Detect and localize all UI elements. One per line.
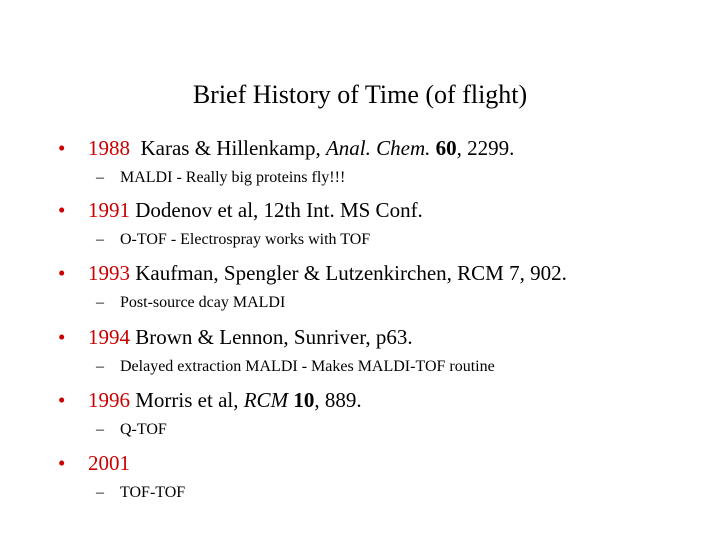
sub-item-text: TOF-TOF: [120, 484, 186, 501]
sub-item-1996: [96, 419, 167, 441]
bullet-item-1988: [58, 134, 514, 162]
sub-item-text: Delayed extraction MALDI - Makes MALDI-TOF routine: [120, 358, 495, 375]
sub-item-1988: [96, 167, 345, 189]
sub-item-1991: [96, 229, 370, 251]
bullet-citation-volume: 60: [435, 136, 457, 160]
bullet-dot: •: [58, 451, 66, 475]
bullet-text: Dodenov et al, 12th Int. MS Conf.: [135, 198, 423, 222]
bullet-item-1991: [58, 196, 423, 224]
dash: –: [96, 421, 104, 438]
bullet-text: Kaufman, Spengler & Lutzenkirchen, RCM 7, 902.: [135, 261, 567, 285]
bullet-year: 1996: [88, 388, 130, 412]
bullet-year: 1993: [88, 261, 130, 285]
slide-title: Brief History of Time (of flight): [192, 80, 528, 109]
sub-item-2001: [96, 482, 185, 504]
sub-item-text: O-TOF - Electrospray works with TOF: [120, 231, 371, 248]
sub-item-1993: [96, 292, 285, 314]
dash: –: [96, 358, 104, 375]
dash: –: [96, 484, 104, 501]
bullet-citation-journal: Anal. Chem.: [325, 136, 431, 160]
bullet-text: Brown & Lennon, Sunriver, p63.: [135, 325, 413, 349]
sub-item-text: Q-TOF: [120, 421, 167, 438]
bullet-dot: •: [58, 325, 66, 349]
sub-item-text: MALDI - Really big proteins fly!!!: [120, 169, 346, 186]
dash: –: [96, 294, 104, 311]
bullet-citation-pages: , 2299.: [456, 136, 515, 160]
sub-item-1994: [96, 356, 495, 378]
bullet-year: 1988: [88, 136, 130, 160]
bullet-dot: •: [58, 388, 66, 412]
bullet-year: 1991: [88, 198, 130, 222]
bullet-citation-authors: Karas & Hillenkamp,: [140, 136, 326, 160]
sub-item-text: Post-source dcay MALDI: [120, 294, 286, 311]
bullet-year: 2001: [88, 451, 130, 475]
bullet-dot: •: [58, 136, 66, 160]
bullet-item-1993: [58, 259, 567, 287]
bullet-citation-authors: Morris et al,: [135, 388, 244, 412]
bullet-citation-journal: RCM: [243, 388, 289, 412]
bullet-year: 1994: [88, 325, 130, 349]
bullet-citation-pages: , 889.: [314, 388, 362, 412]
bullet-citation-volume: 10: [293, 388, 315, 412]
bullet-item-1996: [58, 386, 362, 414]
bullet-item-2001: [58, 449, 130, 477]
bullet-dot: •: [58, 261, 66, 285]
bullet-dot: •: [58, 198, 66, 222]
dash: –: [96, 169, 104, 186]
bullet-item-1994: [58, 323, 413, 351]
dash: –: [96, 231, 104, 248]
